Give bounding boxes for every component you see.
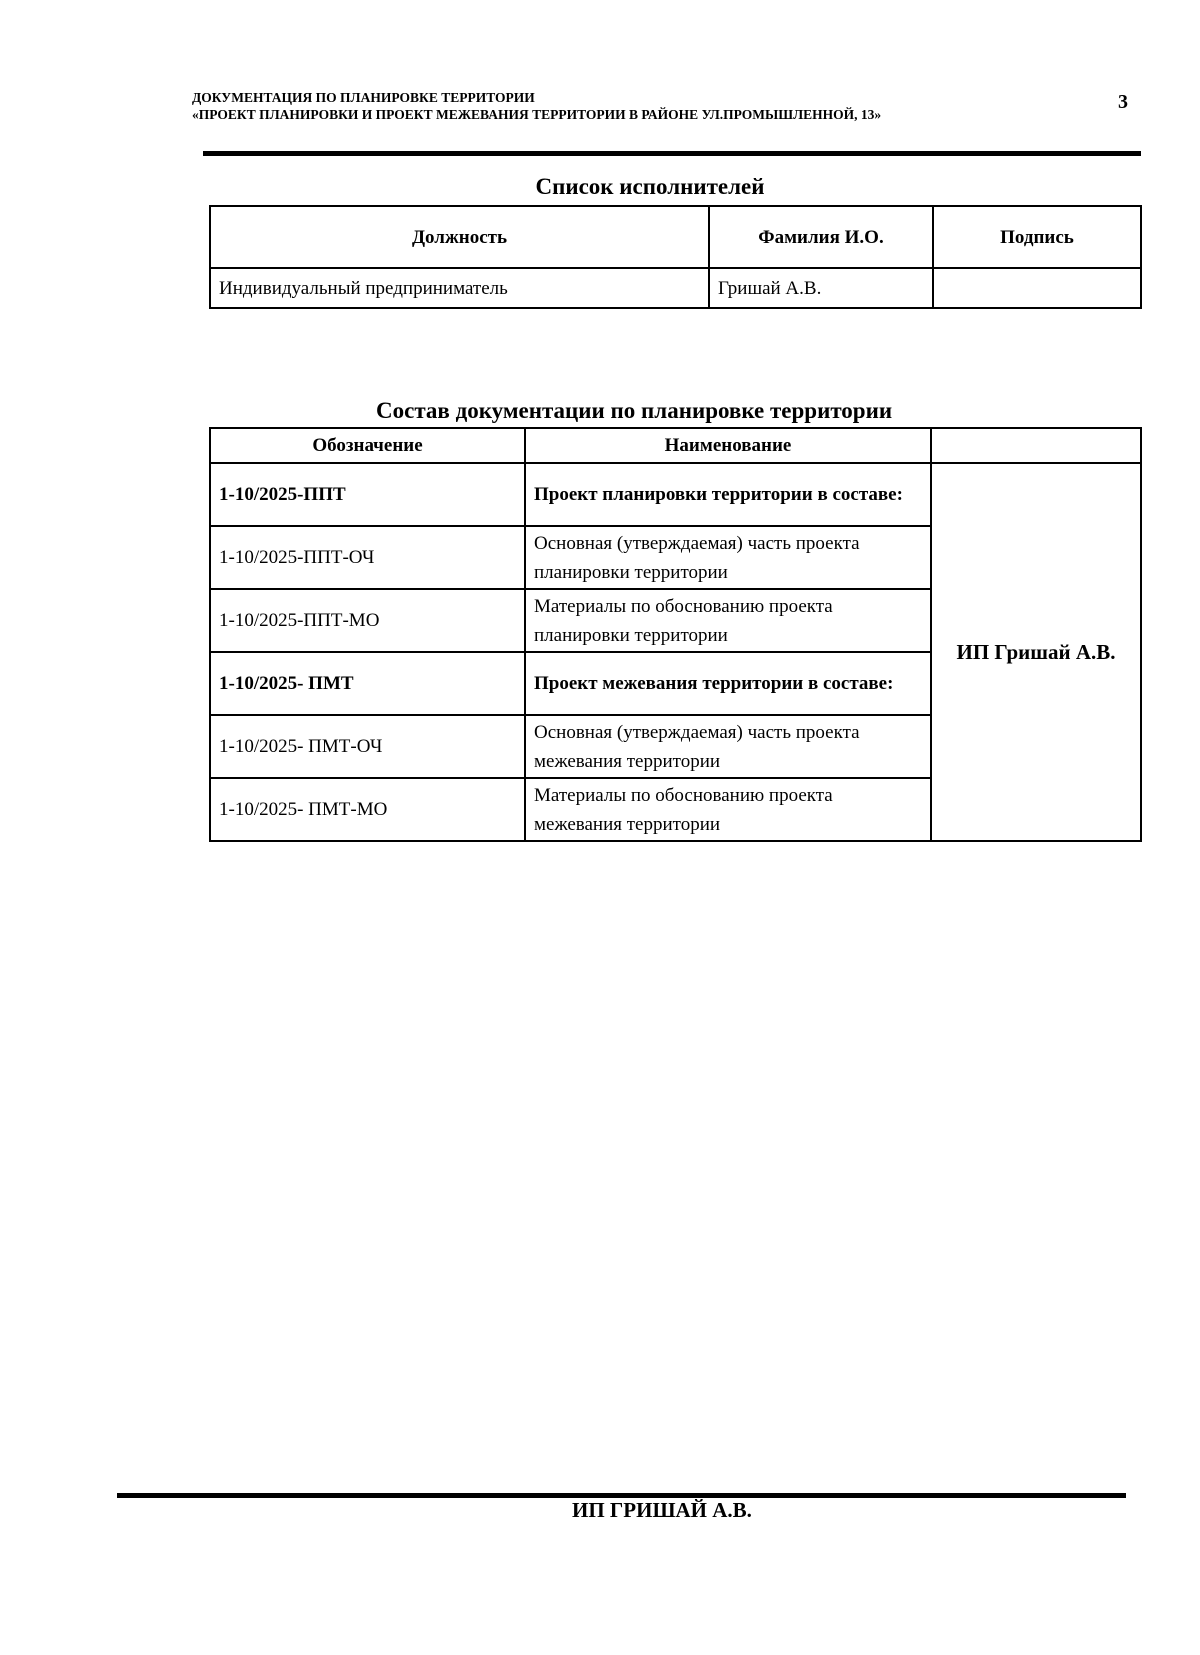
composition-table [209,427,1142,842]
code-cell: 1-10/2025-ППТ [210,463,525,526]
title-cell: Проект межевания территории в составе: [525,652,931,715]
page-number: 3 [1118,91,1128,113]
column-header-name: Фамилия И.О. [709,206,933,268]
signature-cell [933,268,1141,308]
code-cell: 1-10/2025- ПМТ [210,652,525,715]
table-row [210,268,1141,308]
title-cell: Материалы по обоснованию проекта планировки территории [525,589,931,652]
column-header-title: Наименование [525,428,931,463]
footer-text: ИП ГРИШАЙ А.В. [572,1498,752,1522]
column-header-blank [931,428,1141,463]
document-header [192,89,1032,123]
executors-table [209,205,1142,309]
code-cell: 1-10/2025- ПМТ-ОЧ [210,715,525,778]
header-line-2: «ПРОЕКТ ПЛАНИРОВКИ И ПРОЕКТ МЕЖЕВАНИЯ ТЕРРИТОРИИ В РАЙОНЕ УЛ.ПРОМЫШЛЕННОЙ, 13» [192,107,882,122]
author-cell: ИП Гришай А.В. [931,463,1141,841]
title-cell: Основная (утверждаемая) часть проекта планировки территории [525,526,931,589]
code-cell: 1-10/2025- ПМТ-МО [210,778,525,841]
name-cell: Гришай А.В. [709,268,933,308]
column-header-signature: Подпись [933,206,1141,268]
title-cell: Материалы по обоснованию проекта межевания территории [525,778,931,841]
title-cell: Проект планировки территории в составе: [525,463,931,526]
header-line-1: ДОКУМЕНТАЦИЯ ПО ПЛАНИРОВКЕ ТЕРРИТОРИИ [192,90,535,105]
column-header-code: Обозначение [210,428,525,463]
composition-title: Состав документации по планировке территории [376,398,893,423]
executors-title: Список исполнителей [535,174,765,199]
composition-header-row [210,428,1141,463]
table-row [210,463,1141,526]
position-cell: Индивидуальный предприниматель [210,268,709,308]
code-cell: 1-10/2025-ППТ-МО [210,589,525,652]
column-header-position: Должность [210,206,709,268]
code-cell: 1-10/2025-ППТ-ОЧ [210,526,525,589]
executors-header-row [210,206,1141,268]
title-cell: Основная (утверждаемая) часть проекта межевания территории [525,715,931,778]
header-rule [203,151,1141,156]
